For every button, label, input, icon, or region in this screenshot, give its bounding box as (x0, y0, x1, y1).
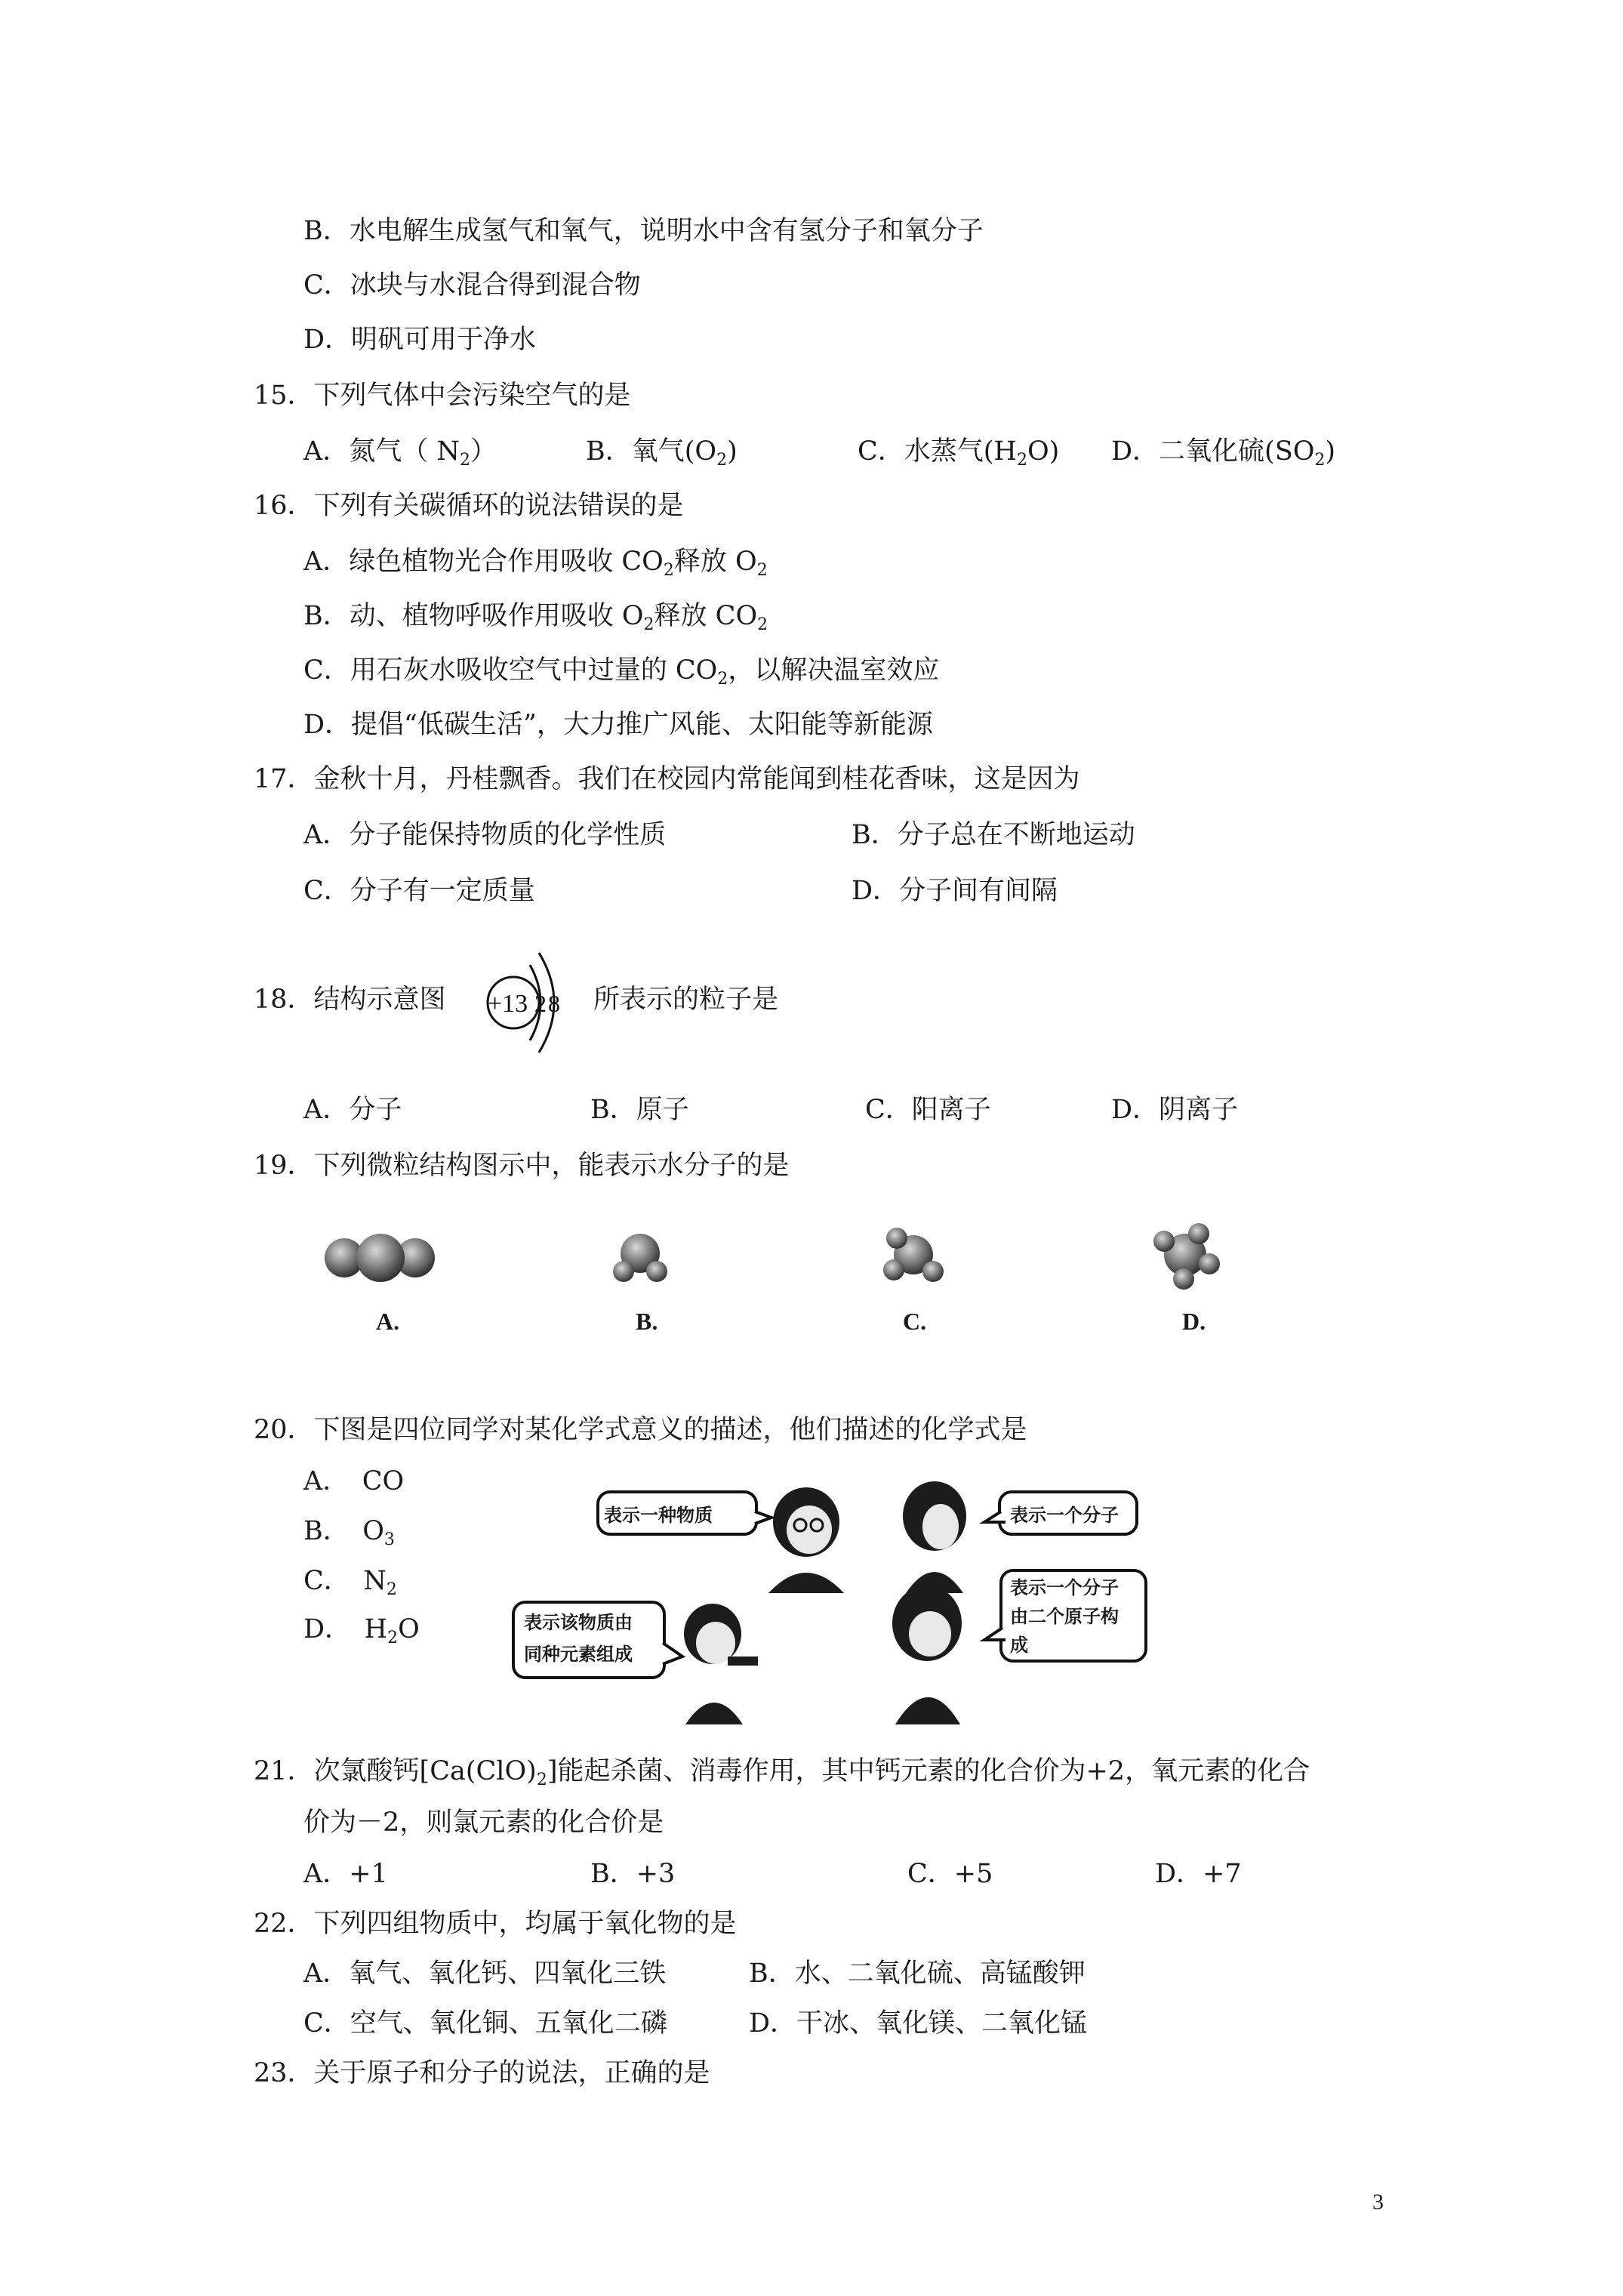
q20-option-d: D． $H_2O$ (303, 1614, 420, 1647)
molecule-models (317, 1216, 1298, 1299)
q18-stem-prefix: 18．结构示意图 (254, 985, 446, 1015)
q14-option-c: C．冰块与水混合得到混合物 (303, 270, 641, 300)
q21-option-d: D．+7 (1155, 1859, 1242, 1889)
speech-bubble-4-line1: 表示一个分子 (1010, 1577, 1119, 1598)
q15-option-c: C．水蒸气$(H_2O)$ (858, 436, 1060, 470)
q15-option-a: A．氮气（ $N_2$） (303, 436, 497, 470)
molecule-a (325, 1234, 435, 1282)
q16-option-d: D．提倡“低碳生活”，大力推广风能、太阳能等新能源 (303, 710, 933, 740)
speech-bubble-2-text: 表示一个分子 (1010, 1505, 1119, 1526)
q14-option-d: D．明矾可用于净水 (303, 325, 537, 355)
q20-stem: 20．下图是四位同学对某化学式意义的描述，他们描述的化学式是 (254, 1415, 1027, 1445)
molecule-label-a: A. (376, 1308, 400, 1335)
q20-option-b: B． $O_3$ (303, 1516, 395, 1549)
q21-stem-line2: 价为－2，则氯元素的化合价是 (303, 1808, 664, 1838)
q16-option-c: C．用石灰水吸收空气中过量的 $CO_2$，以解决温室效应 (303, 655, 940, 689)
speech-bubble-4-line2: 由二个原子构 (1010, 1606, 1119, 1627)
speech-bubble-4-line3: 成 (1010, 1635, 1028, 1656)
speech-bubble-3-line2: 同种元素组成 (524, 1644, 633, 1665)
q18-option-a: A．分子 (303, 1095, 402, 1125)
q15-option-b: B．氧气$(O_2)$ (586, 436, 738, 470)
student-4-figure (892, 1586, 962, 1724)
q17-option-d: D．分子间有间隔 (852, 876, 1058, 906)
student-3-figure (684, 1604, 758, 1724)
molecule-d (1153, 1223, 1220, 1290)
q18-option-d: D．阴离子 (1111, 1095, 1239, 1125)
q21-option-c: C．+5 (907, 1859, 993, 1889)
molecule-c (883, 1228, 944, 1282)
q15-option-d: D．二氧化硫$(SO_2)$ (1111, 436, 1336, 470)
q17-option-a: A．分子能保持物质的化学性质 (303, 820, 667, 850)
q22-option-d: D．干冰、氧化镁、二氧化锰 (749, 2008, 1088, 2039)
molecule-b (613, 1234, 667, 1282)
q20-option-c: C． $N_2$ (303, 1566, 397, 1599)
q22-stem: 22．下列四组物质中，均属于氧化物的是 (254, 1909, 737, 1939)
page-number: 3 (1372, 2190, 1384, 2214)
atomic-structure-diagram (477, 942, 568, 1063)
q17-option-b: B．分子总在不断地运动 (852, 820, 1135, 850)
molecule-label-d: D. (1182, 1308, 1206, 1335)
student-1-figure (768, 1487, 844, 1593)
q15-stem: 15．下列气体中会污染空气的是 (254, 381, 631, 411)
q14-option-b: B．水电解生成氢气和氧气，说明水中含有氢分子和氧分子 (303, 216, 984, 246)
q16-option-b: B．动、植物呼吸作用吸收 $O_2$释放 $CO_2$ (303, 601, 768, 634)
q18-option-b: B．原子 (590, 1095, 689, 1125)
q16-stem: 16．下列有关碳循环的说法错误的是 (254, 491, 684, 521)
q18-stem-suffix: 所表示的粒子是 (593, 985, 779, 1015)
q17-stem: 17．金秋十月，丹桂飘香。我们在校园内常能闻到桂花香味，这是因为 (254, 764, 1080, 794)
molecule-label-c: C. (903, 1308, 927, 1335)
q20-option-a: A． CO (303, 1466, 405, 1496)
q22-option-a: A．氧气、氧化钙、四氧化三铁 (303, 1959, 667, 1989)
student-2-figure (903, 1481, 966, 1593)
q22-option-c: C．空气、氧化铜、五氧化二磷 (303, 2008, 667, 2039)
nucleus-charge: +13 (488, 990, 528, 1018)
q23-stem: 23．关于原子和分子的说法，正确的是 (254, 2058, 710, 2088)
q17-option-c: C．分子有一定质量 (303, 876, 535, 906)
shell-2-electrons: 8 (548, 990, 560, 1017)
shell-1-electrons: 2 (534, 990, 547, 1017)
q19-stem: 19．下列微粒结构图示中，能表示水分子的是 (254, 1151, 790, 1181)
q18-option-c: C．阳离子 (865, 1095, 991, 1125)
speech-bubble-3-line1: 表示该物质由 (524, 1612, 633, 1633)
q21-option-a: A．+1 (303, 1859, 388, 1889)
molecule-label-b: B. (636, 1308, 658, 1335)
q21-option-b: B．+3 (590, 1859, 676, 1889)
q21-stem-line1: 21．次氯酸钙$[Ca(ClO)_2]$能起杀菌、消毒作用，其中钙元素的化合价为+2，氧元素的化合 (254, 1756, 1310, 1789)
q16-option-a: A．绿色植物光合作用吸收 $CO_2$释放 $O_2$ (303, 547, 768, 580)
q22-option-b: B．水、二氧化硫、高锰酸钾 (749, 1959, 1086, 1989)
speech-bubble-1-text: 表示一种物质 (604, 1505, 713, 1526)
